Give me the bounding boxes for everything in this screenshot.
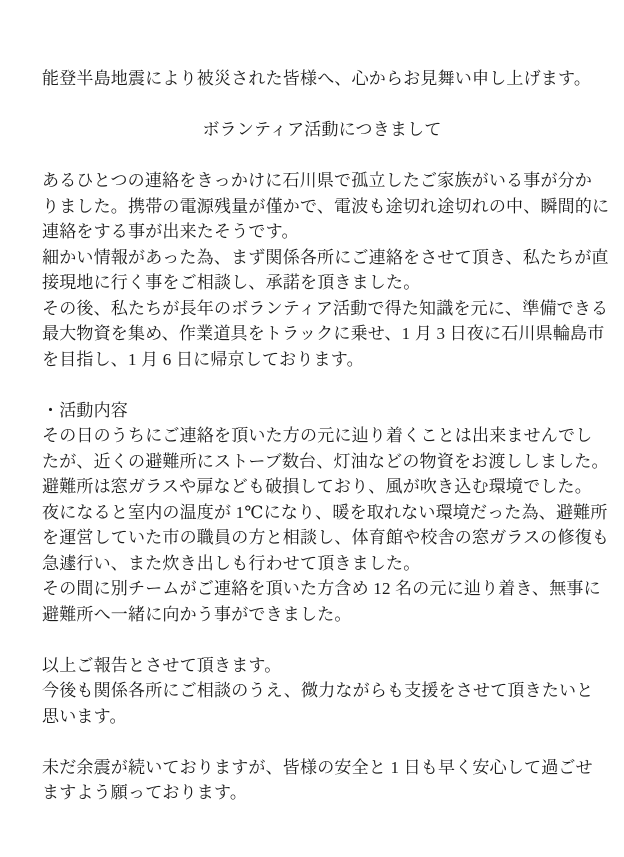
text-line: 思います。 xyxy=(42,706,127,726)
text-line: 夜になると室内の温度が 1℃になり、暖を取れない環境だった為、避難所 xyxy=(42,502,608,522)
text-line: を運営していた市の職員の方と相談し、体育館や校舎の窓ガラスの修復も xyxy=(42,528,610,547)
text-line: 細かい情報があった為、まず関係各所にご連絡をさせて頂き、私たちが直 xyxy=(42,247,609,267)
paragraph-closing-report xyxy=(42,653,602,730)
text-line: 最大物資を集め、作業道具をトラックに乗せ、1 月 3 日夜に石川県輪島市 xyxy=(42,324,605,343)
text-line: 能登半島地震により被災された皆様へ、心からお見舞い申し上げます。 xyxy=(42,69,592,88)
text-line: 未だ余震が続いておりますが、皆様の安全と 1 日も早く安心して過ごせ xyxy=(42,757,593,777)
text-line: 急遽行い、また炊き出しも行わせて頂きました。 xyxy=(42,553,421,573)
document-title xyxy=(42,117,602,143)
text-line: ボランティア活動につきまして xyxy=(202,120,442,139)
text-line: その日のうちにご連絡を頂いた方の元に辿り着くことは出来ませんでし xyxy=(42,426,593,445)
paragraph-background xyxy=(42,168,610,372)
text-line: 以上ご報告とさせて頂きます。 xyxy=(42,655,282,675)
text-line: 避難所は窓ガラスや扉なども破損しており、風が吹き込む環境でした。 xyxy=(42,477,592,496)
text-line: その後、私たちが長年のボランティア活動で得た知識を元に、準備できる xyxy=(42,298,609,318)
text-line: りました。携帯の電源残量が僅かで、電波も途切れ途切れの中、瞬間的に xyxy=(42,196,610,216)
text-line: あるひとつの連絡をきっかけに石川県で孤立したご家族がいる事が分か xyxy=(42,171,593,190)
text-line: 今後も関係各所にご相談のうえ、微力ながらも支援をさせて頂きたいと xyxy=(42,681,594,700)
text-line: ・活動内容 xyxy=(42,400,128,420)
text-line: その間に別チームがご連絡を頂いた方含め 12 名の元に辿り着き、無事に xyxy=(42,579,601,598)
text-line: たが、近くの避難所にストーブ数台、灯油などの物資をお渡ししました。 xyxy=(42,451,609,471)
paragraph-well-wishes xyxy=(42,755,602,806)
text-line: を目指し、1 月 6 日に帰京しております。 xyxy=(42,349,364,369)
greeting xyxy=(42,66,602,92)
text-line: ますよう願っております。 xyxy=(42,783,248,802)
text-line: 接現地に行く事をご相談し、承諾を頂きました。 xyxy=(42,273,421,292)
text-line: 連絡をする事が出来たそうです。 xyxy=(42,222,299,241)
document-body xyxy=(42,66,610,806)
paragraph-activity-details xyxy=(42,398,610,628)
text-line: 避難所へ一緒に向かう事ができました。 xyxy=(42,604,352,624)
